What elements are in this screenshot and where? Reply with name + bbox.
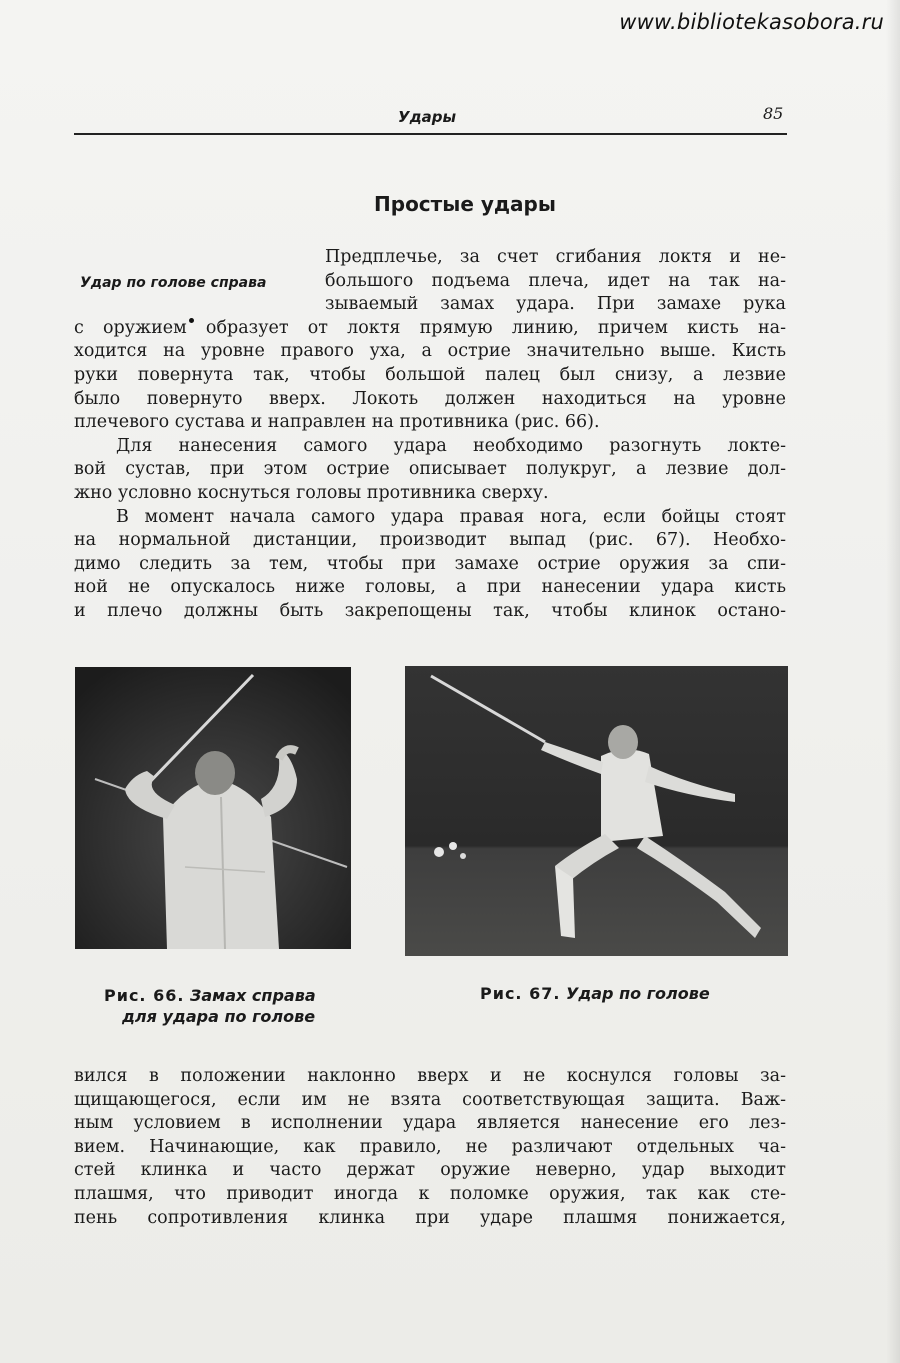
text-line: ным условием в исполнении удара является нанесение его лез- — [74, 1113, 786, 1134]
page-number: 85 — [763, 104, 784, 123]
figure-66-number: Рис. 66. — [104, 986, 185, 1005]
figure-66-caption-continued — [122, 1007, 315, 1026]
text-line: зываемый замах удара. При замахе рука — [325, 294, 786, 315]
figure-67-photo — [405, 666, 788, 956]
text-line: с оружием образует от локтя прямую линию, причем кисть на- — [74, 317, 786, 338]
text-line: В момент начала самого удара правая нога, если бойцы стоят — [116, 506, 786, 527]
text-line: Для нанесения самого удара необходимо разогнуть локте- — [116, 435, 786, 456]
figure-67-number: Рис. 67. — [480, 984, 561, 1003]
text-line: жно условно коснуться головы противника сверху. — [74, 482, 549, 503]
text-line: вой сустав, при этом острие описывает полукруг, а лезвие дол- — [74, 459, 786, 480]
text-line: Предплечье, за счет сгибания локтя и не- — [325, 247, 786, 267]
figure-66-photo — [75, 667, 351, 949]
figure-67-caption-line1: Удар по голове — [566, 984, 710, 1003]
text-line: и плечо должны быть закрепощены так, чтобы клинок остано- — [74, 600, 786, 621]
text-line: плашмя, что приводит иногда к поломке оружия, так как сте- — [74, 1183, 786, 1204]
fencer-lunge-illustration — [405, 666, 788, 956]
text-line: вием. Начинающие, как правило, не различают отдельных ча- — [74, 1136, 786, 1157]
text-line: плечевого сустава и направлен на противника (рис. 66). — [74, 412, 600, 433]
text-line: стей клинка и часто держат оружие неверно, удар выходит — [74, 1160, 786, 1181]
fencer-windup-illustration — [75, 667, 351, 949]
figure-66-caption-line1: Замах справа — [190, 986, 316, 1005]
text-line: было повернуто вверх. Локоть должен находиться на уровне — [74, 388, 786, 409]
running-title: Удары — [398, 108, 457, 126]
figure-67-caption — [480, 984, 710, 1003]
figure-66-caption-line2: для удара по голове — [122, 1007, 316, 1026]
text-line: щищающегося, если им не взята соответствующая защита. Важ- — [74, 1089, 786, 1110]
text-line: пень сопротивления клинка при ударе плашмя понижается, — [74, 1207, 786, 1228]
text-line: руки повернута так, чтобы большой палец был снизу, а лезвие — [74, 364, 786, 385]
paragraph-4 — [74, 1065, 786, 1230]
paragraph-1 — [74, 246, 786, 624]
website-watermark: www.bibliotekasobora.ru — [619, 10, 884, 34]
text-line: большого подъема плеча, идет на так на- — [325, 270, 786, 291]
text-line: ной не опускалось ниже головы, а при нанесении удара кисть — [74, 577, 786, 598]
section-title: Простые удары — [374, 192, 556, 216]
header-rule — [74, 133, 787, 135]
text-line: на нормальной дистанции, производит выпад (рис. 67). Необхо- — [74, 530, 786, 551]
text-line: димо следить за тем, чтобы при замахе острие оружия за спи- — [74, 553, 786, 574]
margin-note: Удар по голове справа — [80, 275, 267, 291]
text-line: ходится на уровне правого уха, а острие значительно выше. Кисть — [74, 341, 786, 362]
figure-66-caption — [104, 986, 316, 1005]
text-line: вился в положении наклонно вверх и не коснулся головы за- — [74, 1066, 786, 1086]
